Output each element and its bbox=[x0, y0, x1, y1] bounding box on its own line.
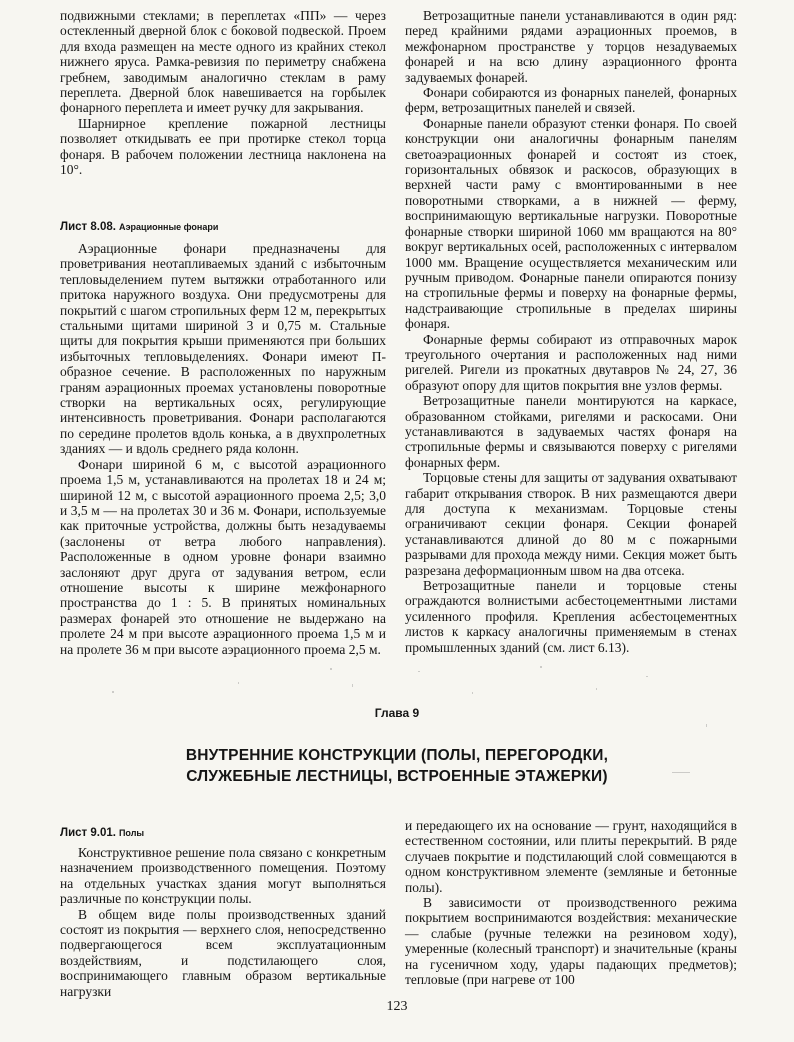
text-column-bottom-right bbox=[405, 818, 737, 987]
paragraph: Фонарные панели образуют стенки фонаря. По своей конструкции они аналогичны фонарным панелям светоаэрационных фонарей и состоят из стоек, горизонтальных обвязок и раскосов, образующих в верхней части раму с вмонтированными в нее поворотными створками, а в нижней — ферму, воспринимающую вертикальные нагрузки. Поворотные фонарные створки шириной 1060 мм вращаются на 80° вокруг вертикальных осей, расположенных с интервалом 1000 мм. Вращение осуществляется механическим или ручным приводом. Фонарные панели опираются понизу на стропильные фермы и поверху на фонарные фермы, надстраивающие стропильные в пределах ширины фонаря. bbox=[405, 115, 737, 332]
paragraph: Аэрационные фонари предназначены для проветривания неотапливаемых зданий с избыточным тепловыделением путем вытяжки отработанного или притока наружного воздуха. Они предусмотрены для покрытий с шагом стропильных ферм 12 м, перекрытых стальными щитами шириной 3 и 0,75 м. Стальные щиты для покрытия крыши применяются при больших избыточных тепловыделениях. Фонари имеют П-образное сечение. В расположенных по наружным граням аэрационных проемах установлены поворотные створки на вертикальных осях, регулирующие интенсивность проветривания. Фонари располагаются по середине пролетов вдоль конька, а в двухпролетных зданиях — и вдоль среднего ряда колонн. bbox=[60, 241, 386, 457]
text-column-mid-left bbox=[60, 241, 386, 657]
sheet-heading-8-08 bbox=[60, 217, 218, 235]
paragraph: В общем виде полы производственных зданий состоят из покрытия — верхнего слоя, непосредственно подвергающегося всем эксплуатационным воздействиям, и подстилающего слоя, воспринимающего главным образом вертикальные нагрузки bbox=[60, 906, 386, 999]
sheet-heading-9-01 bbox=[60, 823, 144, 841]
sheet-number: Лист 9.01. bbox=[60, 827, 116, 839]
paragraph: Ветрозащитные панели устанавливаются в один ряд: перед крайними рядами аэрационных проемов, в межфонарном пространстве у торцов незадуваемых фонарей и на всю длину аэрационного фронта задуваемых фонарей. bbox=[405, 8, 737, 85]
text-column-bottom-left bbox=[60, 845, 386, 999]
chapter-title bbox=[0, 745, 794, 787]
paragraph: Фонари собираются из фонарных панелей, фонарных ферм, ветрозащитных панелей и связей. bbox=[405, 85, 737, 116]
chapter-title-line: СЛУЖЕБНЫЕ ЛЕСТНИЦЫ, ВСТРОЕННЫЕ ЭТАЖЕРКИ) bbox=[186, 768, 608, 785]
paragraph: Торцовые стены для защиты от задувания охватывают габарит открывания створок. В них размещаются двери для доступа к механизмам. Торцовые стены ограничивают секции фонаря. Секции фонарей устанавливаются длиной до 80 м с пожарными разрывами для прохода между ними. Секция может быть разрезана деформационным швом на два отсека. bbox=[405, 470, 737, 578]
paragraph: Ветрозащитные панели монтируются на каркасе, образованном стойками, ригелями и раскосами. Они устанавливаются в задуваемых частях фонаря на стропильные фермы и связываются поверху с ригелями фонарных ферм. bbox=[405, 393, 737, 470]
paragraph: Шарнирное крепление пожарной лестницы позволяет откидывать ее при протирке стекол торца фонаря. В рабочем положении лестница наклонена на 10°. bbox=[60, 115, 386, 178]
paragraph: подвижными стеклами; в переплетах «ПП» — через остекленный дверной блок с боковой подвеской. Проем для входа размещен на месте одного из крайних стекол нижнего яруса. Рамка-ревизия по периметру снабжена гребнем, заводимым аналогично стеклам в раму переплета. Дверной блок навешивается на горбылек фонарного переплета и имеет ручку для закрывания. bbox=[60, 8, 386, 116]
sheet-title: Аэрационные фонари bbox=[118, 222, 219, 232]
text-column-top-left bbox=[60, 8, 386, 177]
chapter-label: Глава 9 bbox=[374, 706, 420, 720]
paragraph: и передающего их на основание — грунт, находящийся в естественном состоянии, или плиты перекрытий. В ряде случаев покрытие и подстилающий слой совмещаются в одном конструктивном элементе (земляные и бетонные полы). bbox=[405, 818, 737, 895]
sheet-number: Лист 8.08. bbox=[60, 221, 116, 233]
page-number: 123 bbox=[386, 999, 408, 1014]
sheet-title: Полы bbox=[118, 828, 145, 838]
paragraph: Конструктивное решение пола связано с конкретным назначением производственного помещения. Поэтому на отдельных участках здания могут выполняться различные по конструкции полы. bbox=[60, 845, 386, 907]
paragraph: В зависимости от производственного режима покрытием воспринимаются воздействия: механические — слабые (ручные тележки на резиновом ходу), умеренные (колесный транспорт) и значительные (краны на гусеничном ходу, удары падающих предметов); тепловые (при нагреве от 100 bbox=[405, 895, 737, 988]
text-column-top-right bbox=[405, 8, 737, 655]
paragraph: Ветрозащитные панели и торцовые стены ограждаются волнистыми асбестоцементными листами усиленного профиля. Крепления асбестоцементных листов к каркасу аналогичны применяемым в стенах промышленных зданий (см. лист 6.13). bbox=[405, 578, 737, 655]
paragraph: Фонари шириной 6 м, с высотой аэрационного проема 1,5 м, устанавливаются на пролетах 18 и 24 м; шириной 12 м, с высотой аэрационного проема 2,5; 3,0 и 3,5 м — на пролетах 30 и 36 м. Фонари, используемые как приточные устройства, должны быть незадуваемы (заслонены от ветра любого направления). Расположенные в одном уровне фонари взаимно заслоняют друг друга от задувания ветром, если отношение высоты к ширине межфонарного пространства до 1 : 5. В принятых номинальных размерах фонарей это отношение не выдержано на пролете 24 м при высоте аэрационного проема 1,5 м и на пролете 36 м при высоте аэрационного проема 2,5 м. bbox=[60, 456, 386, 657]
chapter-title-line: ВНУТРЕННИЕ КОНСТРУКЦИИ (ПОЛЫ, ПЕРЕГОРОДКИ, bbox=[185, 747, 609, 764]
paragraph: Фонарные фермы собирают из отправочных марок треугольного очертания и расположенных над ними ригелей. Ригели из прокатных двутавров № 24, 27, 36 образуют опору для щитов покрытия вне узлов фермы. bbox=[405, 331, 737, 393]
